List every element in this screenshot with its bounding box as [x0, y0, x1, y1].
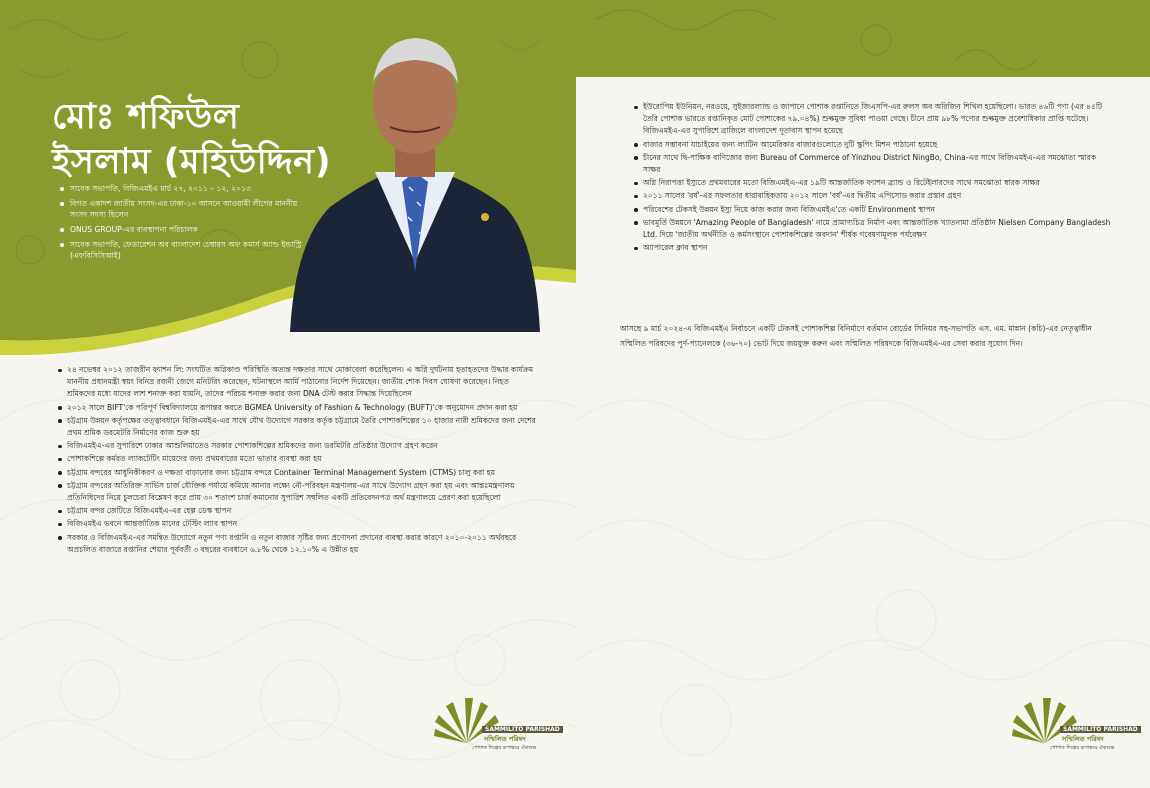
- achievements-list-left: [58, 364, 538, 557]
- logo-name-en: SAMMILITO PARISHAD: [1060, 726, 1141, 733]
- right-page: [576, 0, 1150, 788]
- list-item: চট্টগ্রাম বন্দরের অতিরিক্ত সার্ভিস চার্জ যৌক্তিক পর্যায়ে কমিয়ে আনার লক্ষ্যে নৌ-পরিবহন মন্ত্রণালয়-এর সাথে উদ্যোগ গ্রহণ করা হয় এবং আন্তঃমন্ত্রণালয় প্রতিনিধিদের নিয়ে চুলচেরা বিশ্লেষণ করে প্রায় ৩০ শতাংশ চার্জ কমানোর সুপারিশ সম্বলিত একটি প্রতিবেদনপত্র অর্থ মন্ত্রণালয়ে প্রেরণ করা হয়েছিলো: [58, 480, 538, 504]
- logo-tagline: পোশাক শিল্পের রূপান্তরে ঐক্যবদ্ধ: [472, 745, 537, 751]
- bio-item: সাবেক সভাপতি, ফেডারেশন অব বাংলাদেশ চেম্বারস অফ কমার্স অ্যান্ড ইন্ডাস্ট্রি (এফবিসিসিআই): [60, 239, 305, 261]
- list-item: ইউরোপিয় ইউনিয়ন, নরওয়ে, সুইজারল্যান্ড ও জাপানে পোশাক রপ্তানিতে জিএসপি-এর রুলস অব অরিজিন শিথিল হয়েছিলো। ভারত ৪৬টি পণ্য (এর ৪৫টি তৈরি পোশাক ভারতে রপ্তানিকৃত মোট পোশাকের ৭৯.০৪%) শুল্কমুক্ত সুবিধা পাওয়া গেছে। চীনে প্রায় ৯৮% পণ্যের শুল্কমুক্ত প্রবেশাধিকার প্রাপ্তি ঘটেছে। বিজিএমইএ-এর সুপারিশে ব্রাজিলে বাংলাদেশ দূতাবাস স্থাপন হয়েছে: [634, 101, 1114, 138]
- title-line-2: ইসলাম (মহিউদ্দিন): [52, 142, 332, 182]
- bio-item: ONUS GROUP-এর ব্যবস্থাপনা পরিচালক: [60, 224, 305, 235]
- list-item: চট্টগ্রাম বন্দরের আধুনিকীকরণ ও দক্ষতা বাড়ানোর জন্য চট্টগ্রাম বন্দরে Container Terminal Management System (CTMS) চালু করা হয়: [58, 467, 538, 479]
- list-item: ২০১২ সালে BIFT'কে পরিপূর্ণ বিশ্ববিদ্যালয়ে রূপান্তর করতে BGMEA University of Fashion & Technology (BUFT)'কে অনুমোদন প্রদান করা হয়: [58, 402, 538, 414]
- list-item: ২০১১ সালের 'বর্ষ'-এর সফলতার ধারাবাহিকতায় ২০১২ সালে 'বর্ষ'-এর দ্বিতীয় এপিসোড করার প্রস্তাব গ্রহণ: [634, 190, 1114, 202]
- list-item: ২৪ নভেম্বর ২০১২ তাজরীন ফ্যাশন লি: সংঘটিত অগ্নিকাণ্ড পরিস্থিতি অত্যন্ত দক্ষতার সাথে মোকাবেলা করেছিলেন। এ অগ্নি দুর্ঘটনায় হতাহতদের উদ্ধার কার্যক্রম মাননীয় প্রধানমন্ত্রী স্বয়ং বিনিদ্র রজনী জেগে মনিটরিং করেছেন, ঘটনাস্থলে আর্মি পাঠানোর নির্দেশ দিয়েছেন। জাতীয় শোক দিবস ঘোষণা করেছেন। নিহত শ্রমিকদের মধ্যে যাদের লাশ শনাক্ত করা যায়নি, তাদের পরিচয় শনাক্ত করার জন্য DNA টেস্ট করার সিদ্ধান্ত দিয়েছিলেন: [58, 364, 538, 401]
- logo-name-bn: সম্মিলিত পরিষদ: [1062, 735, 1104, 743]
- list-item: বিজিএমইএ ভবনে আন্তর্জাতিক মানের টেস্টিং ল্যাব স্থাপন: [58, 518, 538, 530]
- logo-tagline: পোশাক শিল্পের রূপান্তরে ঐক্যবদ্ধ: [1050, 745, 1115, 751]
- list-item: বাজার সম্ভাবনা যাচাইয়ের জন্য ল্যাটিন আমেরিকার বাজারগুলোতে দুটি স্কুপিং মিশন পাঠানো হয়েছে: [634, 139, 1114, 151]
- portrait-photo: [290, 22, 540, 332]
- list-item: চট্টগ্রাম উন্নয়ন কর্তৃপক্ষের তত্ত্বাবধানে বিজিএমইএ-এর সাথে যৌথ উদ্যোগে সরকার কর্তৃক চট্টগ্রামে তৈরি পোশাকশিল্পের ১০ হাজার নারী শ্রমিকদের জন্য দেশের প্রথম শ্রমিক ডরমেটরি নির্মাণের কাজ শুরু হয়: [58, 415, 538, 439]
- list-item: ভাবমূর্তি উন্নয়নে 'Amazing People of Bangladesh' নামে প্রামাণ্যচিত্র নির্মাণ এবং আন্তর্জাতিক খ্যাতনামা প্রতিষ্ঠান Nielsen Company Bangladesh Ltd. দিয়ে 'জাতীয় অর্থনীতি ও কর্মসংস্থানে পোশাকশিল্পের অবদান' শীর্ষক গবেষণামূলক পর্যবেক্ষণ: [634, 217, 1114, 241]
- list-item: চট্টগ্রাম বন্দর জেটিতে বিজিএমইএ-এর হেল্প ডেস্ক স্থাপন: [58, 505, 538, 517]
- list-item: অ্যাপারেল ক্লাব স্থাপন: [634, 242, 1114, 254]
- bio-list: [60, 183, 305, 265]
- list-item: পরিবেশের টেকসই উন্নয়ন ইস্যু নিয়ে কাজ করার জন্য বিজিএমইএ'তে একটি Environment স্থাপন: [634, 204, 1114, 216]
- list-item: অগ্নি নিরাপত্তা ইস্যুতে প্রথমবারের মতো বিজিএমইএ-এর ১৯টি আন্তর্জাতিক ফ্যাশন ব্র্যান্ড ও রিটেইলারদের সাথে সমঝোতা স্বারক সাক্ষর: [634, 177, 1114, 189]
- list-item: বিজিএমইএ-এর সুপারিশে ঢাকার আশুলিয়াতেও সরকার পোশাকশিল্পের শ্রমিকদের জন্য ডরমিটরি প্রতিষ্ঠার উদ্যোগ গ্রহণ করেন: [58, 440, 538, 452]
- logo-name-en: SAMMILITO PARISHAD: [482, 726, 563, 733]
- achievements-list-right: [634, 101, 1114, 255]
- logo-left: [432, 688, 560, 758]
- closing-paragraph: আসছে ৯ মার্চ ২০২৪-এ বিজিএমইএ নির্বাচনে একটি টেকসই পোশাকশিল্প বিনির্মাণে বর্তমান বোর্ডের সিনিয়র সহ-সভাপতি এস. এম. মান্নান (কচি)-এর নেতৃত্বাধীন সম্মিলিত পরিষদের পূর্ণ-প্যানেলকে (৩৬-৭০) ভোট দিয়ে জয়যুক্ত করুন এবং সম্মিলিত পরিষদকে বিজিএমইএ-এর সেবা করার সুযোগ দিন।: [620, 324, 1092, 348]
- list-item: চীনের সাথে দ্বি-পাক্ষিক বাণিজ্যের জন্য Bureau of Commerce of Yinzhou District NingBo, China-এর সাথে বিজিএমইএ-এর সমঝোতা স্মারক সাক্ষর: [634, 152, 1114, 176]
- list-item: সরকার ও বিজিএমইএ-এর সমন্বিত উদ্যোগে নতুন পণ্য রপ্তানি ও নতুন বাজার সৃষ্টির জন্য প্রণোদনা প্রদানের ব্যবস্থা করার কারণে ২০১০-২০১১ অর্থবছরে অপ্রচলিত বাজারে রপ্তানির শেয়ার পূর্ববর্তী ৩ বছরের ব্যবধানে ৬.৮% থেকে ১২.১০% এ উন্নীত হয়: [58, 532, 538, 556]
- list-item: পোশাকশিল্পে কর্মরত ল্যাকটেটিং মায়েদের জন্য প্রথমবারের মতো ভাতার ব্যবস্থা করা হয়: [58, 453, 538, 465]
- bio-item: সাবেক সভাপতি, বিজিএমইএ মার্চ ২৭, ২০১১ – ১২, ২০১৩: [60, 183, 305, 194]
- logo-right: [1010, 688, 1138, 758]
- title-line-1: মোঃ শফিউল: [52, 97, 240, 137]
- logo-name-bn: সম্মিলিত পরিষদ: [484, 735, 526, 743]
- header-band-right: [576, 0, 1150, 77]
- bio-item: বিগত একাদশ জাতীয় সংসদ-এর ঢাকা-১০ আসনে আওয়ামী লীগের মাননীয় সংসদ সদস্য ছিলেন: [60, 198, 305, 220]
